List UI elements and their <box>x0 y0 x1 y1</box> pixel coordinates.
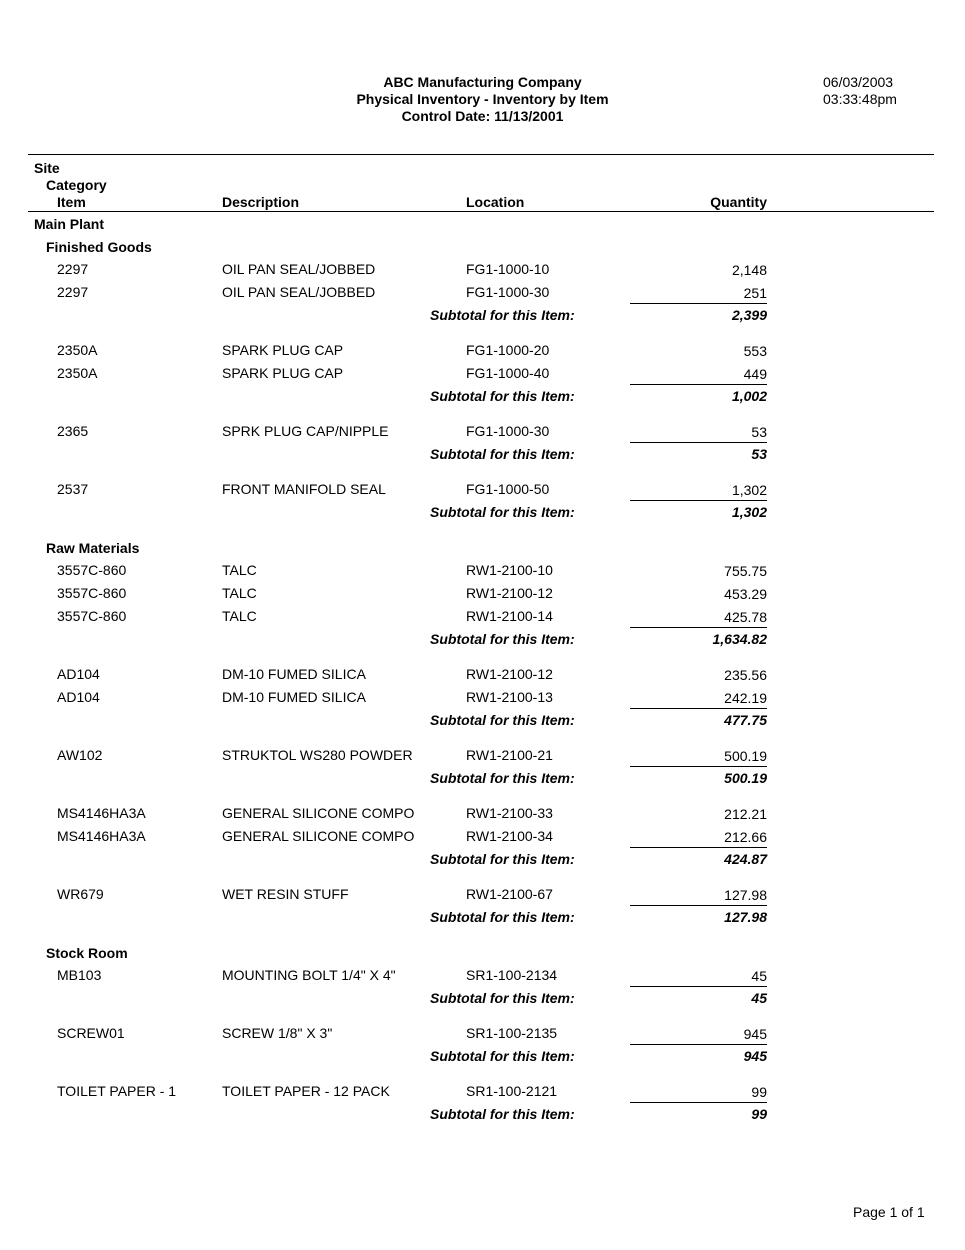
item-quantity: 755.75 <box>724 563 767 579</box>
print-time: 03:33:48pm <box>823 91 897 107</box>
item-location: FG1-1000-10 <box>466 261 550 277</box>
item-location: FG1-1000-40 <box>466 365 550 381</box>
subtotal-value: 500.19 <box>724 770 767 786</box>
item-quantity: 1,302 <box>731 482 767 498</box>
item-location: RW1-2100-12 <box>466 585 553 601</box>
col-header-quantity: Quantity <box>710 194 767 210</box>
item-description: SPRK PLUG CAP/NIPPLE <box>222 423 389 439</box>
subtotal-value: 945 <box>743 1048 767 1064</box>
item-quantity: 251 <box>743 285 767 301</box>
item-description: FRONT MANIFOLD SEAL <box>222 481 386 497</box>
item-description: TALC <box>222 608 257 624</box>
item-quantity: 212.21 <box>724 806 767 822</box>
subtotal-value: 1,302 <box>731 504 767 520</box>
item-description: DM-10 FUMED SILICA <box>222 689 366 705</box>
item-quantity: 453.29 <box>724 586 767 602</box>
subtotal-rule <box>630 384 767 385</box>
item-description: MOUNTING BOLT 1/4" X 4" <box>222 967 396 983</box>
item-code: SCREW01 <box>57 1025 125 1041</box>
subtotal-label: Subtotal for this Item: <box>430 770 575 786</box>
subtotal-value: 127.98 <box>724 909 767 925</box>
category-name: Raw Materials <box>46 540 140 556</box>
subtotal-label: Subtotal for this Item: <box>430 1048 575 1064</box>
item-code: TOILET PAPER - 1 <box>57 1083 177 1099</box>
item-code: 3557C-860 <box>57 585 127 601</box>
subtotal-rule <box>630 500 767 501</box>
subtotal-rule <box>630 303 767 304</box>
subtotal-rule <box>630 905 767 906</box>
item-description: TOILET PAPER - 12 PACK <box>222 1083 390 1099</box>
item-quantity: 53 <box>751 424 767 440</box>
company-name: ABC Manufacturing Company <box>383 74 582 90</box>
subtotal-value: 1,634.82 <box>712 631 767 647</box>
item-quantity: 425.78 <box>724 609 767 625</box>
item-description: OIL PAN SEAL/JOBBED <box>222 261 376 277</box>
item-location: RW1-2100-12 <box>466 666 553 682</box>
item-code: 3557C-860 <box>57 608 127 624</box>
item-quantity: 99 <box>751 1084 767 1100</box>
subtotal-label: Subtotal for this Item: <box>430 388 575 404</box>
subtotal-value: 477.75 <box>724 712 767 728</box>
col-header-site: Site <box>34 160 60 176</box>
item-location: RW1-2100-21 <box>466 747 553 763</box>
subtotal-rule <box>630 1044 767 1045</box>
subtotal-value: 2,399 <box>731 307 767 323</box>
col-header-category: Category <box>46 177 107 193</box>
item-location: RW1-2100-10 <box>466 562 553 578</box>
item-code: 2365 <box>57 423 89 439</box>
item-quantity: 449 <box>743 366 767 382</box>
item-description: OIL PAN SEAL/JOBBED <box>222 284 376 300</box>
header-top-rule <box>28 154 934 155</box>
item-quantity: 945 <box>743 1026 767 1042</box>
item-quantity: 242.19 <box>724 690 767 706</box>
item-quantity: 235.56 <box>724 667 767 683</box>
item-description: SCREW 1/8" X 3" <box>222 1025 333 1041</box>
subtotal-label: Subtotal for this Item: <box>430 504 575 520</box>
item-code: MS4146HA3A <box>57 828 146 844</box>
subtotal-value: 424.87 <box>724 851 767 867</box>
subtotal-label: Subtotal for this Item: <box>430 712 575 728</box>
subtotal-label: Subtotal for this Item: <box>430 990 575 1006</box>
page-number: Page 1 of 1 <box>853 1204 925 1220</box>
item-description: SPARK PLUG CAP <box>222 342 344 358</box>
item-description: SPARK PLUG CAP <box>222 365 344 381</box>
subtotal-label: Subtotal for this Item: <box>430 307 575 323</box>
item-code: WR679 <box>57 886 104 902</box>
col-header-description: Description <box>222 194 300 210</box>
category-name: Finished Goods <box>46 239 152 255</box>
item-quantity: 553 <box>743 343 767 359</box>
item-description: DM-10 FUMED SILICA <box>222 666 366 682</box>
item-quantity: 500.19 <box>724 748 767 764</box>
item-code: 2297 <box>57 261 89 277</box>
col-header-item: Item <box>57 194 86 210</box>
item-code: AD104 <box>57 689 100 705</box>
item-code: 3557C-860 <box>57 562 127 578</box>
subtotal-rule <box>630 708 767 709</box>
subtotal-rule <box>630 1102 767 1103</box>
item-location: FG1-1000-30 <box>466 284 550 300</box>
item-quantity: 212.66 <box>724 829 767 845</box>
item-location: RW1-2100-34 <box>466 828 553 844</box>
item-location: RW1-2100-33 <box>466 805 553 821</box>
item-code: 2297 <box>57 284 89 300</box>
header-bottom-rule <box>28 211 934 212</box>
subtotal-value: 1,002 <box>731 388 767 404</box>
item-quantity: 45 <box>751 968 767 984</box>
item-description: TALC <box>222 562 257 578</box>
item-location: SR1-100-2121 <box>466 1083 558 1099</box>
item-description: TALC <box>222 585 257 601</box>
item-location: FG1-1000-50 <box>466 481 550 497</box>
col-header-location: Location <box>466 194 525 210</box>
item-location: SR1-100-2134 <box>466 967 558 983</box>
subtotal-value: 99 <box>751 1106 767 1122</box>
control-date: Control Date: 11/13/2001 <box>401 108 564 124</box>
item-code: AW102 <box>57 747 103 763</box>
category-name: Stock Room <box>46 945 128 961</box>
item-location: FG1-1000-30 <box>466 423 550 439</box>
item-code: MS4146HA3A <box>57 805 146 821</box>
subtotal-value: 53 <box>751 446 767 462</box>
item-location: RW1-2100-67 <box>466 886 553 902</box>
item-code: 2350A <box>57 365 98 381</box>
subtotal-label: Subtotal for this Item: <box>430 851 575 867</box>
item-code: AD104 <box>57 666 100 682</box>
subtotal-rule <box>630 442 767 443</box>
subtotal-value: 45 <box>751 990 767 1006</box>
print-date: 06/03/2003 <box>823 74 894 90</box>
site-name: Main Plant <box>34 216 105 232</box>
item-location: FG1-1000-20 <box>466 342 550 358</box>
item-code: 2350A <box>57 342 98 358</box>
subtotal-label: Subtotal for this Item: <box>430 909 575 925</box>
subtotal-rule <box>630 986 767 987</box>
item-description: STRUKTOL WS280 POWDER <box>222 747 413 763</box>
subtotal-rule <box>630 627 767 628</box>
item-location: RW1-2100-14 <box>466 608 553 624</box>
subtotal-label: Subtotal for this Item: <box>430 1106 575 1122</box>
item-description: GENERAL SILICONE COMPO <box>222 828 415 844</box>
item-quantity: 127.98 <box>724 887 767 903</box>
subtotal-rule <box>630 766 767 767</box>
item-description: WET RESIN STUFF <box>222 886 349 902</box>
subtotal-label: Subtotal for this Item: <box>430 446 575 462</box>
subtotal-label: Subtotal for this Item: <box>430 631 575 647</box>
report-title: Physical Inventory - Inventory by Item <box>356 91 609 107</box>
item-code: MB103 <box>57 967 102 983</box>
item-code: 2537 <box>57 481 89 497</box>
item-description: GENERAL SILICONE COMPO <box>222 805 415 821</box>
item-location: RW1-2100-13 <box>466 689 553 705</box>
item-quantity: 2,148 <box>731 262 767 278</box>
item-location: SR1-100-2135 <box>466 1025 558 1041</box>
subtotal-rule <box>630 847 767 848</box>
